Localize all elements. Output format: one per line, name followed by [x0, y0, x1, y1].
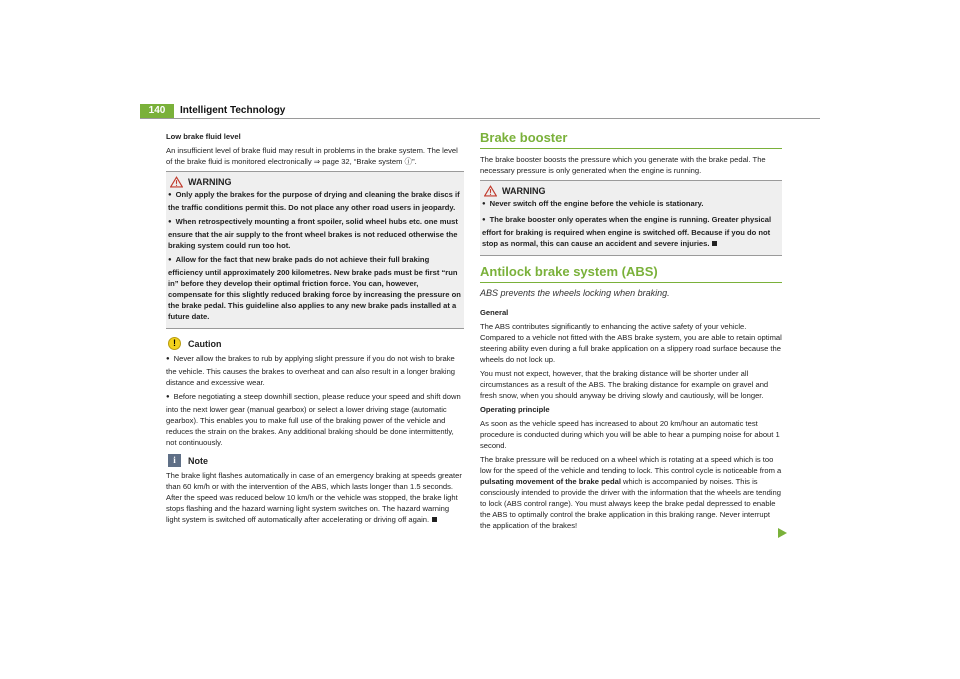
warning-item: ● Never switch off the engine before the vehicle is stationary.	[480, 198, 782, 211]
warning-title: WARNING	[502, 186, 546, 196]
warning-item: The brake booster only operates when the engine is running. Greater physical effort for braking is required when engine is switched off. Because if you do not stop as normal, this can cause an accident and severe injuries.	[482, 215, 772, 248]
warning-triangle-icon	[484, 185, 497, 197]
heading-brake-booster: Brake booster	[480, 130, 782, 149]
principle-paragraph: The brake pressure will be reduced on a wheel which is rotating at a speed which is too low for the speed of the vehicle and tending to lock. This control cycle is noticeable from a pulsating movement of the brake pedal which is accompanied by noises. This is consciously intended to provide the driver with the information that the wheels are tending to lock (ABS control range). You must always keep the brake pedal depressed to enable the ABS to optimally control the brake application in this braking range. Never interrupt the application of the brakes!	[480, 455, 782, 530]
warning-box-right	[480, 180, 782, 256]
note-title: Note	[188, 456, 208, 466]
bold-phrase: pulsating movement of the brake pedal	[480, 477, 621, 486]
end-of-section-icon	[712, 241, 717, 246]
info-icon: i	[168, 454, 181, 467]
warning-title: WARNING	[188, 177, 232, 187]
warning-item: ● When retrospectively mounting a front spoiler, solid wheel hubs etc. one must ensure that the air supply to the front wheel brakes is not reduced otherwise the braking system could run too hot.	[166, 216, 464, 251]
general-paragraph: You must not expect, however, that the braking distance will be shorter under all circumstances as a result of the ABS. The braking distance for example on gravel and fresh snow, when you should anyway be driving slowly and cautiously, will be longer.	[480, 369, 769, 400]
subheading-operating-principle: Operating principle	[480, 405, 550, 414]
continue-arrow-icon	[778, 528, 787, 538]
warning-triangle-icon	[170, 176, 183, 188]
caution-title: Caution	[188, 339, 222, 349]
brake-fluid-intro: An insufficient level of brake fluid may result in problems in the brake system. The level of the brake fluid is monitored electronically ⇒ page 32, “Brake system ⓘ”.	[166, 146, 458, 166]
heading-abs: Antilock brake system (ABS)	[480, 264, 782, 283]
section-title-brake-fluid: Low brake fluid level	[166, 132, 241, 141]
note-text: The brake light flashes automatically in case of an emergency braking at speeds greater than 60 km/h or with the intervention of the ABS, which lasts longer than 1.5 seconds. After the speed was reduced below 10 km/h or the vehicle was stopped, the brake light stops flashing and the hazard warning light system switches on. The hazard warning light system is switched off automatically after accelerating or driving off again.	[166, 471, 462, 524]
caution-item: ● Never allow the brakes to rub by applying slight pressure if you do not wish to brake the vehicle. This causes the brakes to overheat and can also result in a longer braking distance and excessive wear.	[166, 353, 464, 388]
caution-item: ● Before negotiating a steep downhill section, please reduce your speed and shift down into the next lower gear (manual gearbox) or select a lower driving stage (automatic gearbox). This enables you to make full use of the braking power of the vehicle and reduces the strain on the brakes. Any additional braking should be done intermittently, not continuously.	[166, 391, 464, 448]
header-rule	[140, 118, 820, 119]
page-number: 140	[140, 104, 174, 118]
abs-lead: ABS prevents the wheels locking when braking.	[480, 288, 670, 298]
page-header	[140, 104, 820, 118]
subheading-general: General	[480, 308, 509, 317]
warning-item: ● Only apply the brakes for the purpose of drying and cleaning the brake discs if the traffic conditions permit this. Do not place any other road users in jeopardy.	[166, 189, 464, 213]
caution-icon: !	[168, 337, 181, 350]
warning-item: ● Allow for the fact that new brake pads do not achieve their full braking efficiency until approximately 200 kilometres. New brake pads must be first “run in” before they develop their optimal friction force. You can, however, compensate for this slightly reduced braking force by increasing the pressure on the brake pedal. This guideline also applies to any new brake pads installed at a future date.	[166, 254, 464, 322]
brake-booster-text: The brake booster boosts the pressure which you generate with the brake pedal. The necessary pressure is only generated when the engine is running.	[480, 155, 766, 175]
general-paragraph: The ABS contributes significantly to enhancing the active safety of your vehicle. Compared to a vehicle not fitted with the ABS brake system, you are able to retain optimal steering ability even during a full brake application on a slippery road surface because the wheels do not lock up.	[480, 322, 782, 364]
principle-paragraph: As soon as the vehicle speed has increased to about 20 km/hour an automatic test procedure is conducted during which you will be able to hear a pumping noise for about 1 second.	[480, 419, 780, 450]
end-of-section-icon	[432, 517, 437, 522]
right-column	[480, 130, 782, 534]
warning-box-left	[166, 171, 464, 329]
left-column	[166, 131, 464, 528]
chapter-title: Intelligent Technology	[180, 105, 286, 116]
